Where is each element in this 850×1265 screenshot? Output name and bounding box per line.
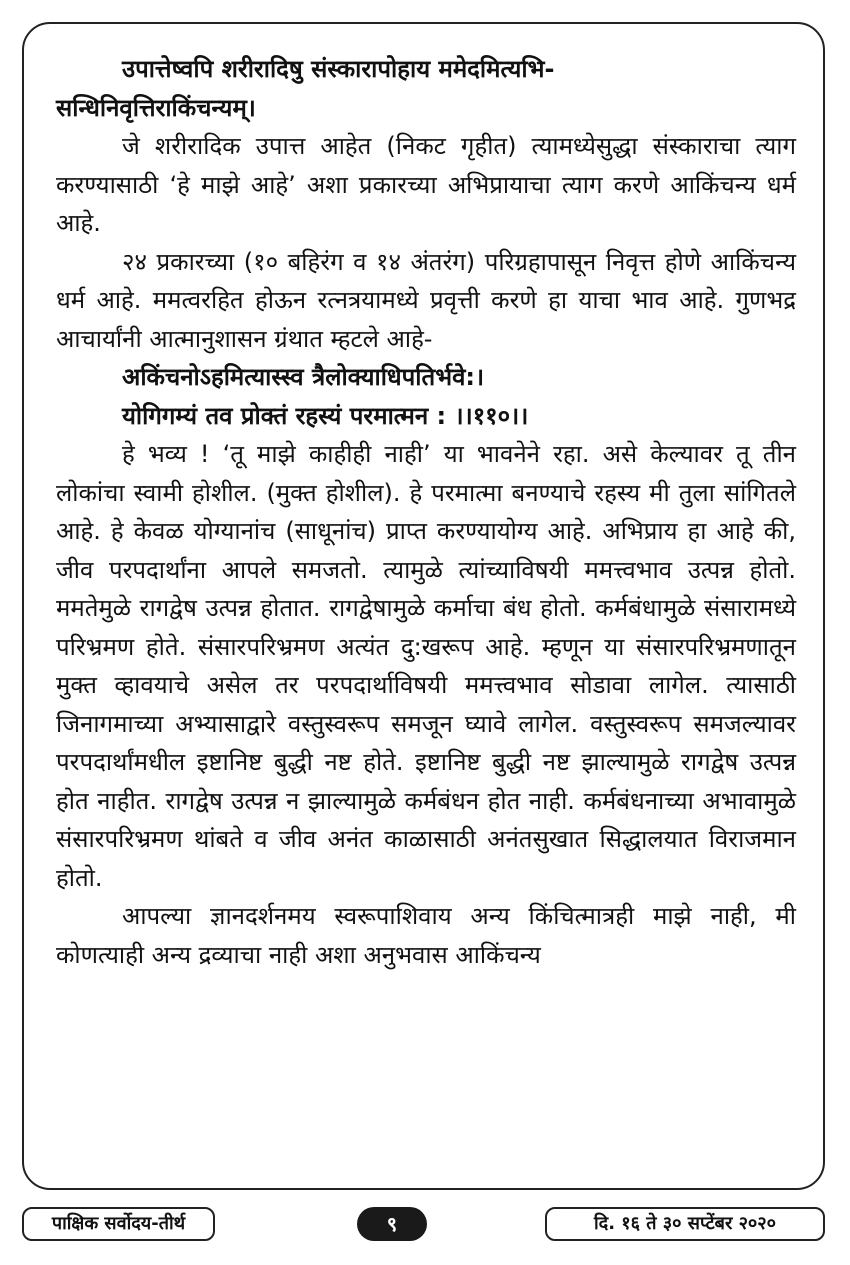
- article-body: [56, 50, 796, 974]
- paragraph-4: आपल्या ज्ञानदर्शनमय स्वरूपाशिवाय अन्य किंचित्मात्रही माझे नाही, मी कोणत्याही अन्य द्रव्याचा नाही अशा अनुभवास आकिंचन्य: [56, 902, 796, 969]
- page-number: ९: [357, 1207, 427, 1241]
- sutra-line-2: सन्धिनिवृत्तिराकिंचन्यम्।: [56, 93, 256, 122]
- paragraph-2: २४ प्रकारच्या (१० बहिरंग व १४ अंतरंग) परिग्रहापासून निवृत्त होणे आकिंचन्य धर्म आहे. ममत्वरहित होऊन रत्नत्रयामध्ये प्रवृत्ती करणे हा याचा भाव आहे. गुणभद्र आचार्यांनी आत्मानुशासन ग्रंथात म्हटले आहे-: [56, 247, 796, 353]
- publication-name: पाक्षिक सर्वोदय-तीर्थ: [22, 1207, 215, 1241]
- issue-date: दि. १६ ते ३० सप्टेंबर २०२०: [545, 1207, 825, 1241]
- sutra-line-1: उपात्तेष्वपि शरीरादिषु संस्कारापोहाय ममेदमित्यभि-: [122, 55, 555, 83]
- paragraph-3: हे भव्य ! ‘तू माझे काहीही नाही’ या भावनेने रहा. असे केल्यावर तू तीन लोकांचा स्वामी होशील. (मुक्त होशील). हे परमात्मा बनण्याचे रहस्य मी तुला सांगितले आहे. हे केवळ योग्यानांच (साधूनांच) प्राप्त करण्यायोग्य आहे. अभिप्राय हा आहे की, जीव परपदार्थांना आपले समजतो. त्यामुळे त्यांच्याविषयी ममत्त्वभाव उत्पन्न होतो. ममतेमुळे रागद्वेष उत्पन्न होतात. रागद्वेषामुळे कर्माचा बंध होतो. कर्मबंधामुळे संसारामध्ये परिभ्रमण होते. संसारपरिभ्रमण अत्यंत दु:खरूप आहे. म्हणून या संसारपरिभ्रमणातून मुक्त व्हावयाचे असेल तर परपदार्थाविषयी ममत्त्वभाव सोडावा लागेल. त्यासाठी जिनागमाच्या अभ्यासाद्वारे वस्तुस्वरूप समजून घ्यावे लागेल. वस्तुस्वरूप समजल्यावर परपदार्थांमधील इष्टानिष्ट बुद्धी नष्ट होते. इष्टानिष्ट बुद्धी नष्ट झाल्यामुळे रागद्वेष उत्पन्न होत नाहीत. रागद्वेष उत्पन्न न झाल्यामुळे कर्मबंधन होत नाही. कर्मबंधनाच्या अभावामुळे संसारपरिभ्रमण थांबते व जीव अनंत काळासाठी अनंतसुखात सिद्धालयात विराजमान होतो.: [56, 440, 796, 892]
- paragraph-1: जे शरीरादिक उपात्त आहेत (निकट गृहीत) त्यामध्येसुद्धा संस्काराचा त्याग करण्यासाठी ‘हे माझे आहे’ अशा प्रकारच्या अभिप्रायाचा त्याग करणे आकिंचन्य धर्म आहे.: [56, 132, 796, 237]
- verse-line-1: अकिंचनोऽहमित्यास्स्व त्रैलोक्याधिपतिर्भवे:।: [122, 363, 485, 391]
- verse-line-2: योगिगम्यं तव प्रोक्तं रहस्यं परमात्मन : ।।११०।।: [122, 401, 529, 430]
